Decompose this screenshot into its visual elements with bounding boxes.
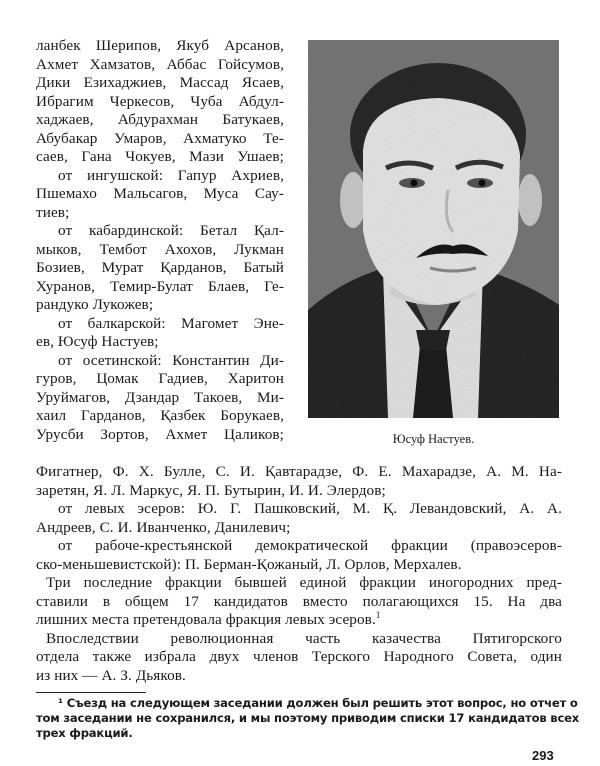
text-line: Андреев, С. И. Иванченко, Данилевич; <box>36 518 291 536</box>
text-line: от балкарской: Магомет Эне- <box>58 314 284 332</box>
text-line: отдела также избрала двух членов Терского Народного Совета, один <box>36 648 562 665</box>
portrait-photo <box>308 40 559 418</box>
text-line: саев, Гана Чокуев, Мази Ушаев; <box>36 148 284 165</box>
text-line: Абубакар Умаров, Ахматуко Те- <box>36 129 284 147</box>
text-line: мыков, Тембот Ахохов, Лукман <box>36 240 284 258</box>
text-line: от кабардинской: Бетал Қал- <box>58 222 284 239</box>
text-line: Фигатнер, Ф. Х. Булле, С. И. Қавтарадзе, Ф. Е. Махарадзе, А. М. На- <box>36 463 562 480</box>
text-line: от рабоче-крестьянской демократической фракции (правоэсеров- <box>58 537 562 554</box>
text-line: ланбек Шерипов, Якуб Арсанов, <box>36 37 284 54</box>
text-line: хаджаев, Абдурахман Батукаев, <box>36 111 284 128</box>
text-line: лишних места претендовала фракция левых эсеров.$^1$ <box>36 609 381 628</box>
photo-caption: Юсуф Настуев. <box>392 432 475 446</box>
text-line: из них — А. З. Дьяков. <box>36 666 186 684</box>
footnote-line: ¹ Съезд на следующем заседании должен был решить этот вопрос, но отчет о <box>58 696 578 710</box>
text-line: Впоследствии революционная часть казачества Пятигорского <box>46 629 562 647</box>
footnote-reference[interactable]: 1 <box>375 609 381 620</box>
text-line: Дики Езихаджиев, Массад Ясаев, <box>36 74 284 91</box>
page-number: 293 <box>532 748 554 763</box>
text-line: Хуранов, Темир-Булат Блаев, Ге- <box>36 277 284 295</box>
text-line: Ахмет Хамзатов, Аббас Гойсумов, <box>36 55 284 73</box>
text-line: Урусби Зортов, Ахмет Цаликов; <box>36 425 284 443</box>
text-line: Пшемахо Мальсагов, Муса Сау- <box>36 185 284 202</box>
text-line: заретян, Я. Л. Маркус, Я. П. Бутырин, И. И. Элердов; <box>36 481 386 499</box>
text-line: Ибрагим Черкесов, Чуба Абдул- <box>36 92 284 110</box>
text-line: от осетинской: Константин Ди- <box>58 351 284 369</box>
text-line: хаил Гарданов, Қазбек Борукаев, <box>36 407 284 424</box>
text-line: от левых эсеров: Ю. Г. Пашковский, М. Қ. Левандовский, А. А. <box>58 500 562 517</box>
text-line: тиев; <box>36 203 70 221</box>
text-line: Три последние фракции бывшей единой фракции иногородних пред- <box>46 574 562 591</box>
text-line: Уруймагов, Дзандар Такоев, Ми- <box>36 388 284 406</box>
footnote-line: трех фракций. <box>36 726 133 740</box>
text-line: ско-меньшевистской): П. Берман-Қожаный, Л. Орлов, Мерхалев. <box>36 555 462 573</box>
text-line: ев, Юсуф Настуев; <box>36 333 159 350</box>
text-line: ставили в общем 17 кандидатов вместо полагающихся 15. На два <box>36 592 562 610</box>
text-line: гуров, Цомак Гадиев, Харитон <box>36 370 284 387</box>
text-line: Бозиев, Мурат Қарданов, Батый <box>36 259 284 276</box>
portrait-image <box>308 40 559 418</box>
footnote-line: том заседании не сохранился, и мы поэтому приводим списки 17 кандидатов всех <box>36 711 580 725</box>
text-line: от ингушской: Гапур Ахриев, <box>58 166 284 184</box>
text-line: рандуко Лукожев; <box>36 296 154 313</box>
footnote-divider <box>36 692 146 693</box>
